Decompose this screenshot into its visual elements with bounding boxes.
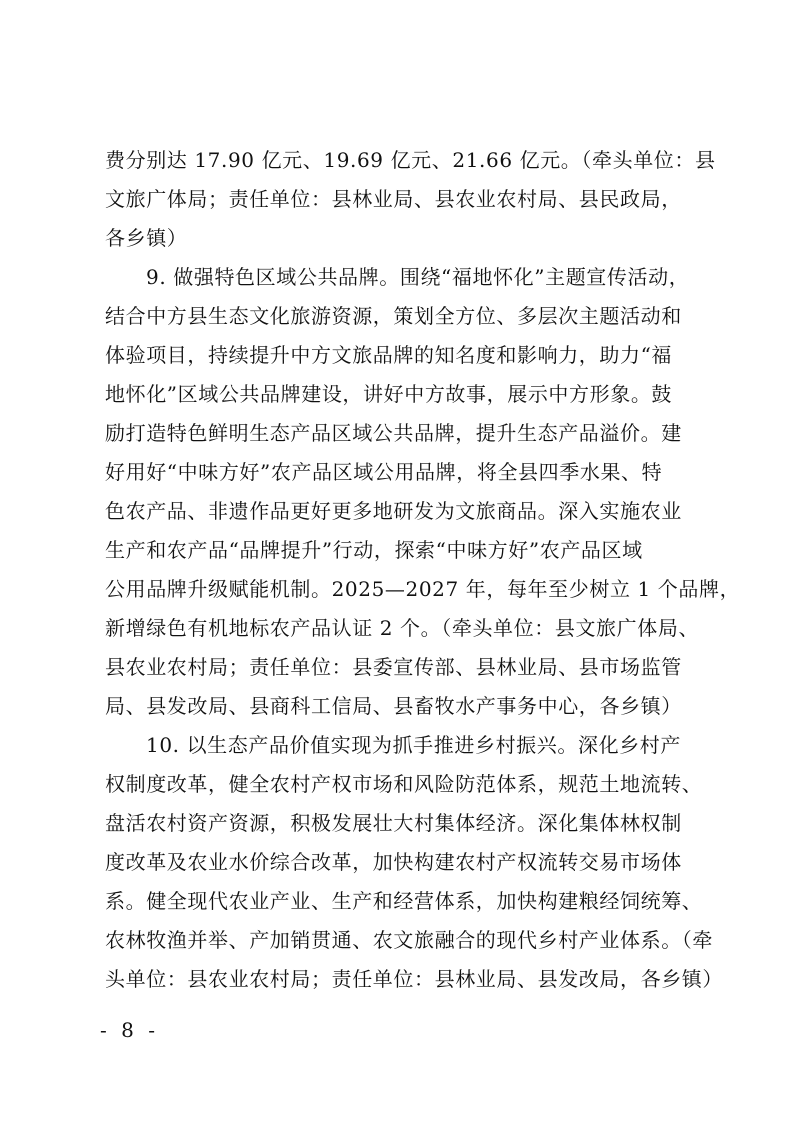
paragraph-10-first-line: 10. 以生态产品价值实现为抓手推进乡村振兴。深化乡村产 — [146, 733, 681, 757]
text-line: 色农产品、非遗作品更好更多地研发为文旅商品。深入实施农业 — [105, 499, 682, 523]
text-line: 励打造特色鲜明生态产品区域公共品牌，提升生态产品溢价。建 — [105, 421, 682, 445]
text-line: 新增绿色有机地标农产品认证 2 个。（牵头单位：县文旅广体局、 — [105, 616, 700, 640]
text-line: 文旅广体局；责任单位：县林业局、县农业农村局、县民政局， — [105, 187, 682, 211]
text-line: 权制度改革，健全农村产权市场和风险防范体系，规范土地流转、 — [105, 772, 703, 796]
text-line: 系。健全现代农业产业、生产和经营体系，加快构建粮经饲统筹、 — [105, 889, 703, 913]
text-line: 头单位：县农业农村局；责任单位：县林业局、县发改局，各乡镇） — [105, 967, 723, 991]
text-line: 生产和农产品“品牌提升”行动，探索“中味方好”农产品区域 — [105, 538, 643, 562]
paragraph-9-first-line: 9. 做强特色区域公共品牌。围绕“福地怀化”主题宣传活动， — [146, 265, 690, 289]
text-line: 度改革及农业水价综合改革，加快构建农村产权流转交易市场体 — [105, 850, 682, 874]
text-line: 盘活农村资产资源，积极发展壮大村集体经济。深化集体林权制 — [105, 811, 682, 835]
text-line: 结合中方县生态文化旅游资源，策划全方位、多层次主题活动和 — [105, 304, 682, 328]
text-line: 农林牧渔并举、产加销贯通、农文旅融合的现代乡村产业体系。（牵 — [105, 928, 713, 952]
text-line: 好用好“中味方好”农产品区域公用品牌，将全县四季水果、特 — [105, 460, 663, 484]
page-number: - 8 - — [100, 1018, 159, 1042]
text-line: 公用品牌升级赋能机制。2025—2027 年，每年至少树立 1 个品牌， — [105, 577, 741, 601]
text-line: 费分别达 17.90 亿元、19.69 亿元、21.66 亿元。（牵头单位：县 — [105, 148, 716, 172]
text-line: 体验项目，持续提升中方文旅品牌的知名度和影响力，助力“福 — [105, 343, 673, 367]
text-line: 各乡镇） — [105, 226, 188, 250]
text-line: 地怀化”区域公共品牌建设，讲好中方故事，展示中方形象。鼓 — [105, 382, 673, 406]
text-line: 局、县发改局、县商科工信局、县畜牧水产事务中心，各乡镇） — [105, 694, 682, 718]
text-line: 县农业农村局；责任单位：县委宣传部、县林业局、县市场监管 — [105, 655, 682, 679]
